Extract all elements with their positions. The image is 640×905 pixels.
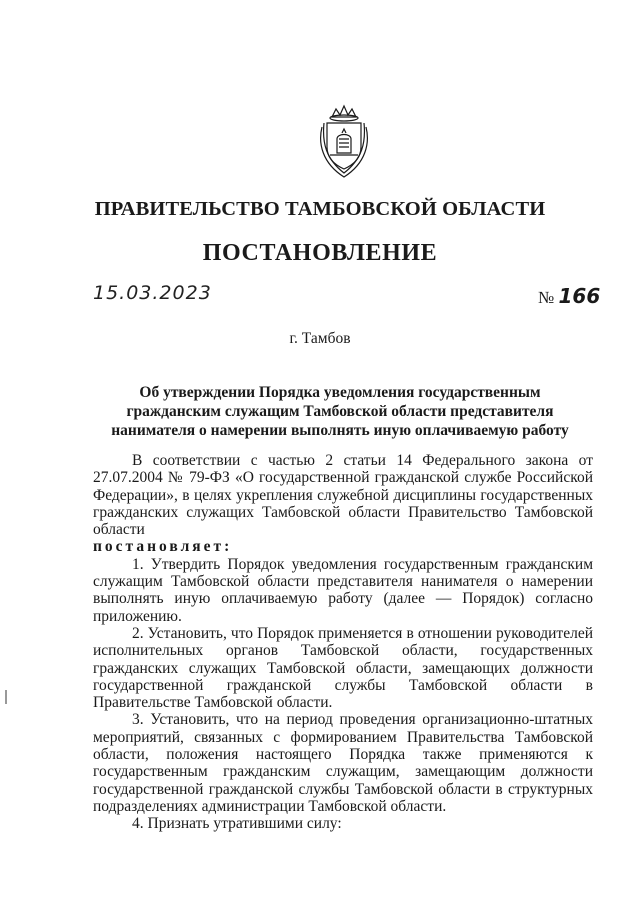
number-prefix: №: [538, 288, 555, 307]
decree-word: постановляет: [93, 538, 225, 556]
decree-line: [93, 538, 593, 555]
organization-title: ПРАВИТЕЛЬСТВО ТАМБОВСКОЙ ОБЛАСТИ: [94, 198, 546, 220]
body-paragraph-2: 2. Установить, что Порядок применяется в отношении руководителей исполнительных органов Тамбовской области, государственных гражданских служащих Тамбовской области, замещающих должности государственной гражданской службы Тамбовской области в Правительстве Тамбовской области.: [93, 624, 593, 712]
document-date: 15.03.2023: [93, 282, 212, 304]
document-subject: Об утверждении Порядка уведомления государственным гражданским служащим Тамбовской области представителя нанимателя о намерении выполнять иную оплачиваемую работу: [111, 384, 569, 439]
body-paragraph-3: 3. Установить, что на период проведения организационно-штатных мероприятий, связанных с формированием Правительства Тамбовской области, положения настоящего Порядка также применяются к государственным гражданским служащим, замещающим должности государственной гражданской службы Тамбовской области в структурных подразделениях администрации Тамбовской области.: [93, 711, 593, 815]
body-paragraph-1: 1. Утвердить Порядок уведомления государственным гражданским служащим Тамбовской области представителя нанимателя о намерении выполнять иную оплачиваемую работу (далее — Порядок) согласно приложению.: [93, 555, 593, 625]
preamble-paragraph: [93, 452, 593, 538]
document-type: ПОСТАНОВЛЕНИЕ: [202, 240, 438, 266]
coat-of-arms-icon: [318, 103, 370, 179]
city: г. Тамбов: [289, 330, 351, 347]
document-body: [93, 452, 593, 833]
number-value: 166: [558, 284, 601, 308]
preamble-text: В соответствии с частью 2 статьи 14 Федерального закона от 27.07.2004 № 79-ФЗ «О государственной гражданской службе Российской Федерации», в целях укрепления служебной дисциплины государственных гражданских служащих Тамбовской области Правительство Тамбовской области: [93, 452, 593, 539]
document-number: [538, 284, 600, 308]
decree-colon: :: [224, 538, 233, 556]
scan-edge-mark: [5, 690, 7, 704]
body-paragraph-4: 4. Признать утратившими силу:: [132, 815, 342, 833]
